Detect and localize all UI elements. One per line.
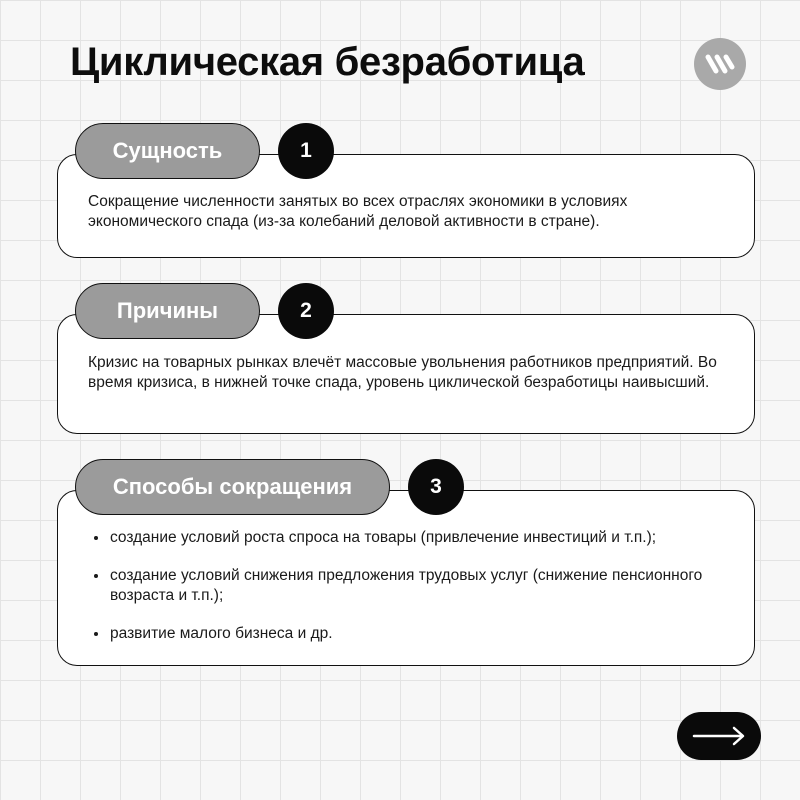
section-number-badge: 2 xyxy=(278,283,334,339)
section-text: Кризис на товарных рынках влечёт массовые увольнения работников предприятий. Во время кризиса, в нижней точке спада, уровень циклической безработицы наивысший. xyxy=(88,354,717,391)
list-item: создание условий роста спроса на товары (привлечение инвестиций и т.п.); xyxy=(94,528,728,548)
page-title: Циклическая безработица xyxy=(70,40,585,84)
next-button[interactable] xyxy=(677,712,761,760)
section-card-reduction-methods xyxy=(57,490,755,666)
bullet-list xyxy=(94,528,728,644)
arrow-right-icon xyxy=(692,726,746,746)
brand-logo xyxy=(694,38,746,90)
section-number-badge: 3 xyxy=(408,459,464,515)
section-number-badge: 1 xyxy=(278,123,334,179)
brand-logo-icon xyxy=(705,53,735,75)
section-text: Сокращение численности занятых во всех отраслях экономики в условиях экономического спада (из-за колебаний деловой активности в стране). xyxy=(88,193,628,230)
section-label-reduction-methods: Способы сокращения xyxy=(75,459,390,515)
list-item: создание условий снижения предложения трудовых услуг (снижение пенсионного возраста и т.п.); xyxy=(94,566,728,606)
section-label-essence: Сущность xyxy=(75,123,260,179)
section-label-causes: Причины xyxy=(75,283,260,339)
list-item: развитие малого бизнеса и др. xyxy=(94,624,728,644)
